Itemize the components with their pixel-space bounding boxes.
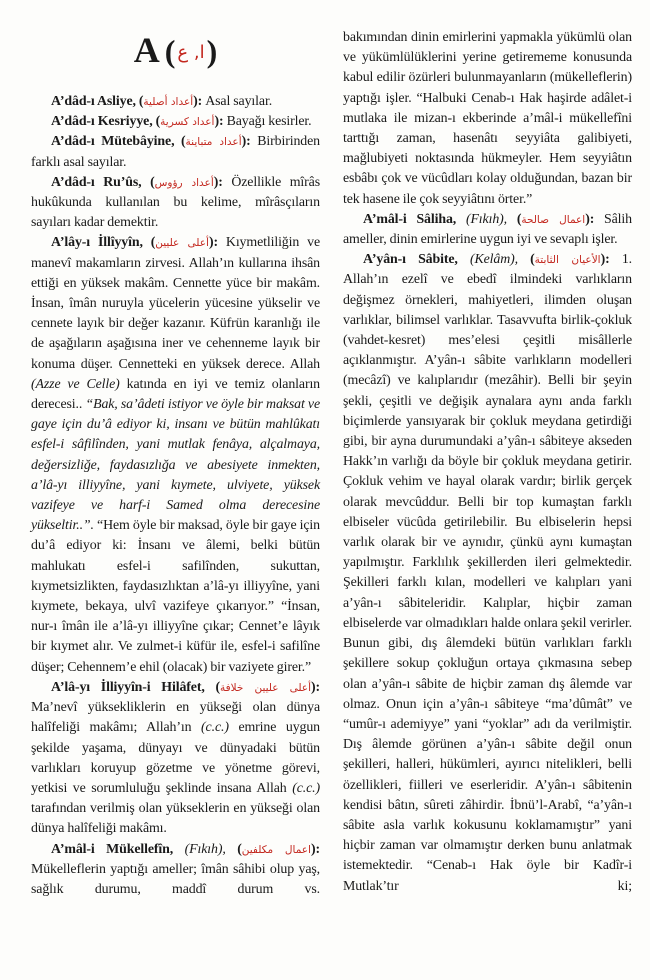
entry-headword: ): bbox=[310, 841, 320, 857]
entry-headword: ): bbox=[214, 114, 227, 130]
entry-text: “Hem öyle bir maksad, öyle bir gaye için du’â ediyor ki: İnsanı ve âlemi, belki bütün mahlukatı esfel-i safilînden, sukuttan, kıymetsizlikten, faydasızlıktan a’lâ-yı illiyyîne, yani kıymete, bekaya, ulvî vazifeye çıkarıyor.” “İnsan, nur-ı îmân ile a’lâ-yı illiyyîne çıkar; Cennet’e lâyık bir kıymet alır. Ve zulmet-i küfür ile, esfel-i safilîne düşer; Cehennem’e ehil (olacak) bir vaziyete girer.” bbox=[31, 518, 320, 675]
entry-headword: ( bbox=[237, 841, 242, 857]
entry-text: Sâlih ameller, dinin emirlerine uygun iyi ve sevaplı işler. bbox=[343, 211, 632, 248]
entry-headword: A’lâ-yı İlliyyîn-i Hilâfet, ( bbox=[51, 679, 220, 695]
entry-headword: A’dâd-ı Ru’ûs, ( bbox=[51, 174, 155, 190]
entry-headword: A’yân-ı Sâbite, bbox=[363, 252, 470, 268]
entry-headword: ): bbox=[213, 174, 232, 190]
section-header bbox=[31, 28, 320, 80]
entry-text: (c.c.) bbox=[201, 720, 229, 736]
entry-text: Bayağı kesirler. bbox=[226, 114, 312, 130]
entry-ayan-i-sabite bbox=[343, 250, 632, 897]
entry-headword: ): bbox=[585, 211, 605, 227]
entry-headword: A’mâl-i Mükellefîn, bbox=[51, 841, 185, 857]
entry-headword: ): bbox=[600, 252, 622, 268]
left-column bbox=[31, 28, 320, 958]
entry-text: Birbirinden farklı asal sayılar. bbox=[31, 134, 320, 170]
entry-text: Mükelleflerin yaptığı ameller; îmân sâhibi olup yaş, sağlık durumu, maddî durum vs. bbox=[31, 861, 320, 897]
entry-adad-i-ruus bbox=[31, 173, 320, 234]
entry-text: (Fıkıh), bbox=[184, 841, 238, 857]
entry-text: (Fıkıh), bbox=[465, 211, 517, 227]
entry-amal-i-mukellefin-continuation bbox=[343, 28, 632, 210]
entry-headword: A’dâd-ı Kesriyye, ( bbox=[51, 114, 161, 130]
entry-text: emrine uygun şekilde yaşama, dünyayı ve dünyadaki bütün varlıkları koruyup gözetme ve yönetme görevi, yetkisi ve sorumluluğu şeklinde insana Allah bbox=[31, 720, 321, 796]
arabic-term: أعداد أصلية bbox=[143, 96, 194, 108]
entry-headword: ( bbox=[516, 211, 522, 227]
left-column-entries bbox=[31, 92, 320, 900]
arabic-term: الأعيان الثابتة bbox=[534, 254, 601, 267]
entry-text: (c.c.) bbox=[292, 780, 320, 796]
entry-text: Özellikle mîrâs hukûkunda kullanılan bu kelime, mîrâsçıların sayıları kadar demektir. bbox=[31, 174, 320, 231]
entry-text: (Azze ve Celle) bbox=[31, 376, 120, 392]
entry-text: Kıymetliliğin ve manevî makamların zirvesi. Allah’ın kullarına ihsân ettiği en yüksek makâm. Cennette yüce bir makâm. İnsan, îmân nuruyla yücelerin yücesine yükselir ve cennete layık bir değer kazanır. Küfrün karanlığı ile de aşağıların aşağısına iner ve cehenneme layık bir konuma düşer. Cennetteki en yüksek derece. Allah bbox=[31, 235, 320, 372]
entry-amal-i-saliha bbox=[343, 210, 632, 250]
header-close-paren: ) bbox=[206, 33, 218, 69]
right-column-entries bbox=[343, 28, 632, 897]
entry-amal-i-mukellefin bbox=[31, 840, 320, 901]
entry-text: Asal sayılar. bbox=[205, 94, 273, 109]
entry-headword: ): bbox=[241, 134, 258, 150]
entry-adad-i-kesriyye bbox=[31, 112, 320, 132]
entry-adad-i-asliye bbox=[31, 92, 320, 112]
entry-headword: ): bbox=[193, 94, 206, 109]
entry-text: “Bak, sa’âdeti istiyor ve öyle bir maksat ve gaye için du’â ediyor ki, insanı ve bütün mahlûkatı esfel-i sâfilînden, yani mutlak fenâya, alçalmaya, değersizliğe, faydasızlığa ve abesiyete inmekten, a’lâ-yı illiyyîne, yani kıymete, ulviyete, yüksek vazifeye ve harf-i Samed olma derecesine yükseltir..”. bbox=[31, 397, 320, 534]
arabic-term: أعداد رؤوس bbox=[154, 176, 214, 189]
arabic-term: اعمال صالحة bbox=[521, 213, 586, 226]
entry-adad-i-mutebayine bbox=[31, 132, 320, 172]
header-open-paren: ( bbox=[164, 33, 176, 69]
entry-ala-yi-illiyyin-i-hilafet bbox=[31, 678, 320, 840]
entry-text: bakımından dinin emirlerini yapmakla yükümlü olan ve yükümlülüklerini yerine getirememe konusunda kabul edilir özürleri bulunmayanların (mükelleflerin) yaptığı işler. “Halbuki Cenab-ı Hak haşirde adâlet-i mutlaka ile mizan-ı ekberinde a’mâl-i mükellefîni tarttığı zaman, hasenâtı seyyiâta galibiyeti, mağlubiyeti noktasında hükmeyler. Hem seyyiâtın esbâbı çok ve vücûdları kolay olduğundan, bazan bir tek hasene ile çok seyyiâtını örter.” bbox=[343, 30, 632, 207]
entry-text: (Kelâm), bbox=[469, 252, 531, 268]
arabic-term: أعلى عليين خلافة bbox=[219, 681, 311, 694]
entry-text: Ma’nevî yüksekliklerin en yükseği olan dünya halîfeliği makâmı; Allah’ın bbox=[31, 700, 320, 736]
right-column bbox=[343, 28, 632, 958]
arabic-term: أعداد متباينة bbox=[185, 136, 242, 149]
arabic-term: اعمال مكلفين bbox=[241, 843, 311, 856]
entry-headword: ( bbox=[530, 252, 535, 268]
section-letter: A bbox=[133, 30, 161, 70]
section-arabic-letters: ا, ع bbox=[177, 42, 205, 63]
entry-headword: ): bbox=[310, 679, 320, 695]
entry-text: tarafından verilmiş olan yükseklerin en yükseği olan dünya halîfeliği makâmı. bbox=[31, 801, 320, 837]
entry-headword: ): bbox=[208, 235, 226, 251]
entry-text: 1. Allah’ın ezelî ve ebedî ilmindeki varlıkların değişmez örnekleri, mahiyetleri, ilimden oluşan varlıklar, bilimsel varlıklar. Tasavvufta birlik-çokluk (vahdet-kesret) mes’elesi çeşitli misâllerle açıklanmıştır. A’yân-ı sâbite varlıkların modelleri (mecâzî) ve kalıplarıdır (mezâhir). Belli bir şeyin şekli, çeşitli ve değişik aynalara aynı anda farklı biçimlerde yansıyarak bir çokluk meydana getirdiği gibi, bir ayna durumundaki a’yân-ı sâbiteye akseden Hakk’ın varlığı da böyle bir çokluk meydana getirir. Çokluk vehim ve hayal olarak vardır; birlik gerçek olarak mevcûddur. Belli bir top kumaştan farklı elbiseler vücûda getirilebilir. Bu elbiselerin hepsi varlık olarak bir ve aynıdır, çünkü aynı kumaştan yapılmıştır. Farklılık şekillerden ileri gelmektedir. Şekilleri farklı kılan, modelleri ve kalıpları yani a’yân-ı sâbiteleridir. Kalıplar, hiçbir zaman elbiselerde var olmadıkları halde onlara şekil verirler. Bunun gibi, dış âlemdeki bütün varlıkları farklı şekillere sokup çokluğun ortaya çıkmasına sebep olan a’yân-ı sâbite de hiçbir zaman dış âlemde var olmaz. Onun için a’yân-ı sâbiteye “ma’dûmât” ve “umûr-ı ademiyye” yani “yoklar” adı da verilmiştir. Dış âlemde görünen a’yân-ı sâbite değil onun şekilleri, halleri, hükümleri, ayırıcı nitelikleri, belli özellikleri, fiilleri ve eserleridir. A’yân-ı sâbitenin kendisi bâtın, sûreti zâhirdir. İbnü’l-Arabî, “a’yân-ı sâbite asla varlık kokusunu koklamamıştır” yani hiçbir zaman var olmamıştır derken bunu anlatmak istemektedir. “Cenab-ı Hak öyle bir Kadîr-i Mutlak’tır ki; bbox=[343, 252, 632, 894]
entry-headword: A’mâl-i Sâliha, bbox=[363, 211, 466, 227]
entry-text: katında en iyi ve temiz olanların derecesi.. bbox=[31, 376, 321, 413]
arabic-term: أعداد كسرية bbox=[160, 116, 215, 129]
entry-alay-i-illiyyin bbox=[31, 233, 320, 677]
arabic-term: أعلى عليين bbox=[155, 237, 209, 250]
entry-headword: A’lây-ı İllîyyîn, ( bbox=[51, 235, 156, 251]
entry-headword: A’dâd-ı Asliye, ( bbox=[51, 94, 144, 109]
entry-headword: A’dâd-ı Mütebâyine, ( bbox=[51, 134, 186, 150]
